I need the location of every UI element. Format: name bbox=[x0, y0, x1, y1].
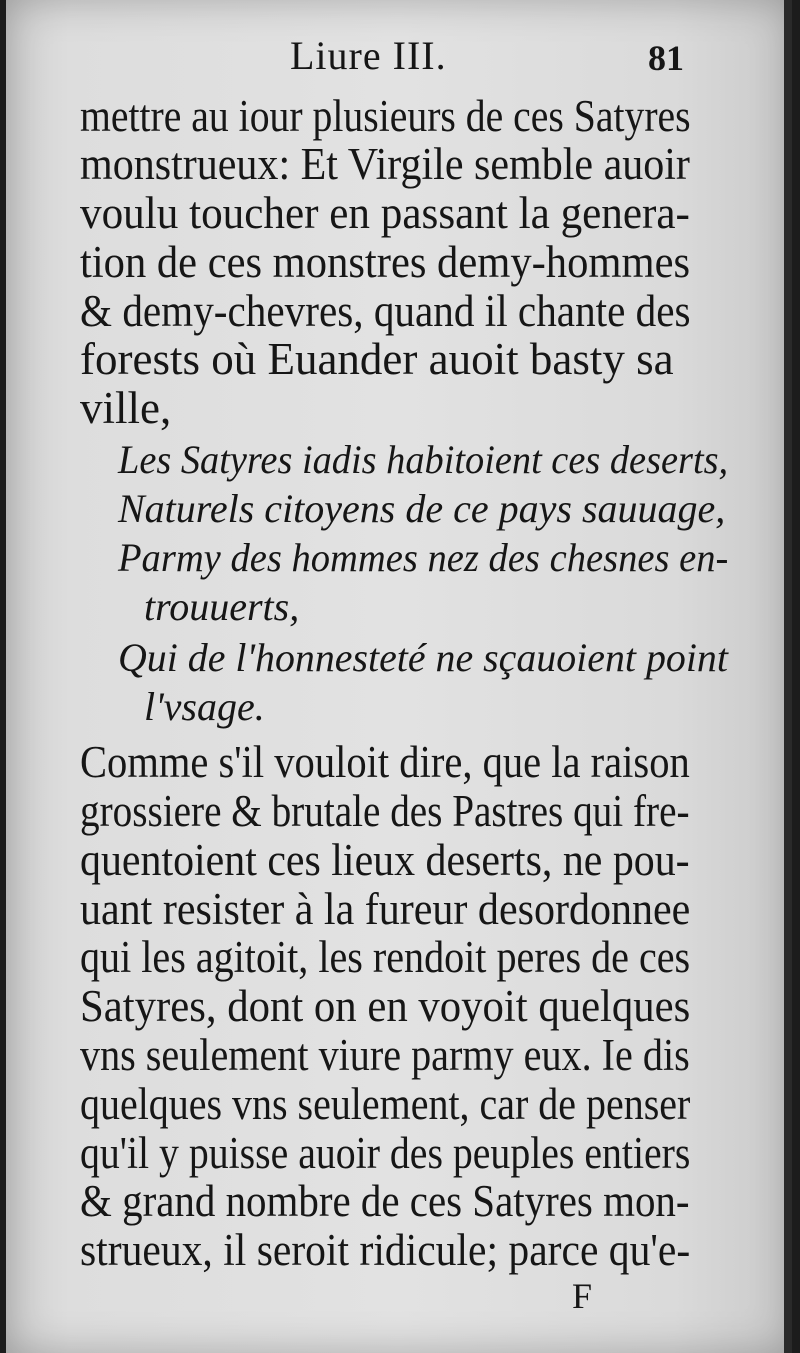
text-line: & grand nombre de ces Satyres mon- bbox=[80, 1176, 690, 1226]
text-line: voulu toucher en passant la genera- bbox=[80, 188, 690, 238]
text-line: qui les agitoit, les rendoit peres de ces bbox=[80, 932, 691, 982]
verse-line: Parmy des hommes nez des chesnes en- bbox=[118, 535, 729, 580]
running-title: Liure III. bbox=[290, 33, 447, 78]
page-header bbox=[6, 30, 792, 80]
verse-line: Qui de l'honnesteté ne sçauoient point bbox=[118, 635, 728, 680]
text-line: Comme s'il vouloit dire, que la raison bbox=[80, 737, 690, 787]
text-line: uant resister à la fureur desordonnee bbox=[80, 884, 691, 934]
verse-line: l'vsage. bbox=[144, 684, 265, 729]
text-line: grossiere & brutale des Pastres qui fre- bbox=[80, 786, 690, 836]
text-line: mettre au iour plusieurs de ces Satyres bbox=[80, 91, 691, 141]
text-line: ville, bbox=[80, 383, 172, 433]
text-line: qu'il y puisse auoir des peuples entiers bbox=[80, 1128, 691, 1178]
text-line: quelques vns seulement, car de penser bbox=[80, 1079, 691, 1129]
page-edge bbox=[784, 0, 792, 1353]
text-line: Satyres, dont on en voyoit quelques bbox=[80, 981, 691, 1031]
text-line: tion de ces monstres demy-hommes bbox=[80, 237, 691, 287]
verse-line: trouuerts, bbox=[144, 584, 300, 629]
text-line: forests où Euander auoit basty sa bbox=[80, 334, 674, 384]
text-line: quentoient ces lieux deserts, ne pou- bbox=[80, 835, 690, 885]
text-line: strueux, il seroit ridicule; parce qu'e- bbox=[80, 1225, 691, 1275]
book-page bbox=[6, 0, 792, 1353]
text-line: & demy-chevres, quand il chante des bbox=[80, 286, 691, 336]
text-line: monstrueux: Et Virgile semble auoir bbox=[80, 139, 690, 189]
verse-line: Naturels citoyens de ce pays sauuage, bbox=[118, 486, 726, 531]
verse-line: Les Satyres iadis habitoient ces deserts, bbox=[118, 437, 729, 482]
signature-mark: F bbox=[572, 1276, 593, 1316]
page-number: 81 bbox=[648, 38, 684, 78]
text-line: vns seulement viure parmy eux. Ie dis bbox=[80, 1030, 690, 1080]
